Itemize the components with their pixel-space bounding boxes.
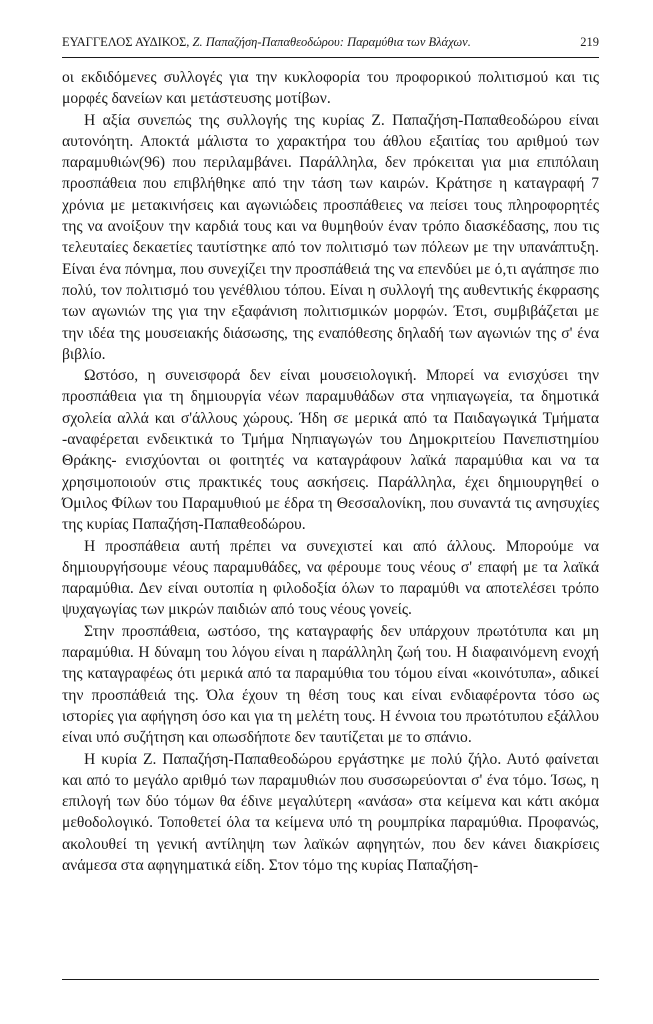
body-text: [62, 67, 599, 876]
header-author: ΕΥΑΓΓΕΛΟΣ ΑΥΔΙΚΟΣ,: [62, 35, 190, 49]
paragraph: Η κυρία Ζ. Παπαζήση-Παπαθεοδώρου εργάστηκε με πολύ ζήλο. Αυτό φαίνεται και από το μεγάλο αριθμό των παραμυθιών που συσσωρεύονται σ' ένα τόμο. Ίσως, η επιλογή των δύο τόμων θα έδινε μεγαλύτερη «ανάσα» στα κείμενα και κάτι ακόμα μεθοδολογικό. Τοποθετεί όλα τα κείμενα υπό τη ρουμπρίκα παραμύθια. Προφανώς, ακολουθεί τη γενική αντίληψη των λαϊκών αφηγητών, που δεν κάνει διακρίσεις ανάμεσα στα αφηγηματικά είδη. Στον τόμο της κυρίας Παπαζήση-: [62, 750, 599, 874]
paragraph: Στην προσπάθεια, ωστόσο, της καταγραφής δεν υπάρχουν πρωτότυπα και μη παραμύθια. Η δύναμη του λόγου είναι η παράλληλη ζωή του. Η διαφαινόμενη ενοχή της καταγραφέως ότι μερικά από τα παραμύθια του τόμου είναι «κοινότυπα», αδικεί την προσπάθειά της. Όλα έχουν τη θέση τους και είναι ενδιαφέροντα τόσο ως ιστορίες για αφήγηση όσο και για τη μελέτη τους. Η έννοια του πρωτότυπου εξάλλου είναι υπό συζήτηση και οπωσδήποτε δεν ταυτίζεται με το σπάνιο.: [62, 622, 599, 747]
book-page: [62, 34, 599, 876]
paragraph-continued: οι εκδιδόμενες συλλογές για την κυκλοφορία του προφορικού πολιτισμού και τις μορφές δανείων και μετάστευσης μοτίβων.: [62, 69, 599, 108]
footer-rule: [62, 979, 599, 980]
page-number: 219: [580, 35, 599, 49]
running-header: [62, 34, 599, 50]
paragraph: Η αξία συνεπώς της συλλογής της κυρίας Ζ. Παπαζήση-Παπαθεοδώρου είναι αυτονόητη. Αποκτά μάλιστα το χαρακτήρα του άθλου εξαιτίας του αριθμού των παραμυθιών(96) που περιλαμβάνει. Παράλληλα, δεν πρόκειται για μια επιπόλαιη προσπάθεια που επιβλήθηκε από την τάση των καιρών. Κράτησε η καταγραφή 7 χρόνια με μετακινήσεις και αγωνιώδεις προσπάθειες να πείσει τους πληροφορητές της να ανοίξουν την καρδιά τους και να θυμηθούν έναν τρόπο διασκέδασης, που τις τελευταίες δεκαετίες ταυτίστηκε από τον πολιτισμό των πόλεων με την υπανάπτυξη. Είναι ένα πόνημα, που συνεχίζει την προσπάθειά της να επενδύει με ό,τι αγάπησε πιο πολύ, τον πολιτισμό του γενέθλιου τόπου. Είναι η συλλογή της αυθεντικής έκφρασης των αγωνιών της για την εξαφάνιση πολιτισμικών μορφών. Έτσι, συμβιβάζεται με την ιδέα της μουσειακής διάσωσης, της εναπόθεσης δηλαδή των αγωνιών της σ' ένα βιβλίο.: [62, 111, 599, 363]
header-work-title: Ζ. Παπαζήση-Παπαθεοδώρου: Παραμύθια των Βλάχων.: [192, 35, 471, 49]
running-title: [62, 34, 471, 50]
header-rule: [62, 57, 599, 58]
paragraph: Ωστόσο, η συνεισφορά δεν είναι μουσειολογική. Μπορεί να ενισχύσει την προσπάθεια για τη δημιουργία νέων παραμυθάδων στα νηπιαγωγεία, τα δημοτικά σχολεία αλλά και σ'άλλους χώρους. Ήδη σε μερικά από τα Παιδαγωγικά Τμήματα -αναφέρεται ενδεικτικά το Τμήμα Νηπιαγωγών του Δημοκριτείου Πανεπιστημίου Θράκης- ενισχύονται οι φοιτητές να καταγράφουν λαϊκά παραμύθια και να τα χρησιμοποιούν στις πρακτικές τους ασκήσεις. Παράλληλα, έχει δημιουργηθεί ο Όμιλος Φίλων του Παραμυθιού με έδρα τη Θεσσαλονίκη, που συναντά τις ανησυχίες της κυρίας Παπαζήση-Παπαθεοδώρου.: [62, 367, 599, 534]
paragraph: Η προσπάθεια αυτή πρέπει να συνεχιστεί και από άλλους. Μπορούμε να δημιουργήσουμε νέους παραμυθάδες, να φέρουμε τους νέους σ' επαφή με τα λαϊκά παραμύθια. Δεν είναι ουτοπία η φιλοδοξία όλων το παραμύθι να αποτελέσει τρόπο ψυχαγωγίας των μικρών παιδιών από τους νέους γονείς.: [62, 537, 599, 619]
